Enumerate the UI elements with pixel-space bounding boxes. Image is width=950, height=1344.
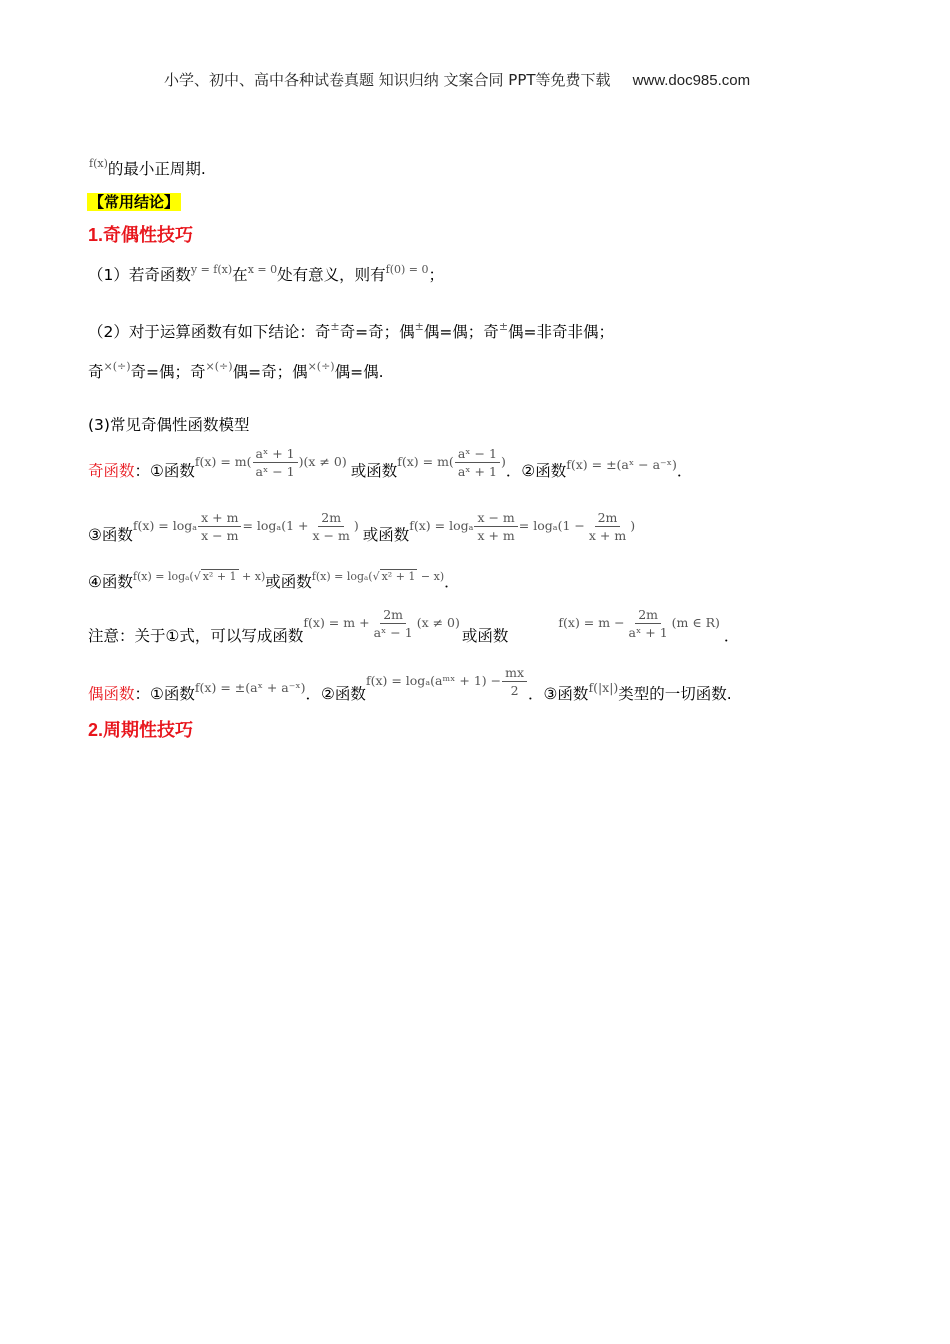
plus-minus-symbol: ± [330, 320, 340, 333]
intro-line [89, 159, 206, 181]
even-formula-3: f(|x|) [588, 679, 619, 695]
section-tag [87, 191, 181, 212]
note-pre: 注意：关于①式，可以写成函数 [88, 626, 304, 645]
odd-or1: 或函数 [350, 461, 398, 480]
even-pre: ：①函数 [134, 684, 195, 703]
odd-line3 [88, 572, 460, 594]
item2-line1 [88, 322, 614, 344]
even-formula-2: f(x) = logₐ(aᵐˣ + 1) − $\frac{mx}{2}$ [366, 664, 528, 699]
item2-text-c: 偶=偶；奇 [423, 323, 499, 341]
odd-f2-post: ．②函数 [505, 461, 567, 480]
plus-minus-symbol: ± [414, 320, 424, 333]
odd-f1-pre: ：①函数 [134, 461, 195, 480]
times-divide-symbol: ×(÷) [205, 360, 233, 373]
odd-formula-1: f(x) = m( $\frac{\text{aˣ + 1}}{\text{aˣ − 1}}$ )(x ≠ 0) [194, 446, 347, 479]
odd-label: 奇函数 [88, 461, 135, 480]
note-line [88, 606, 740, 645]
odd-formula-3: f(x) = ±(aˣ − a⁻ˣ) [566, 456, 677, 472]
odd-line3-pre: ④函数 [88, 573, 133, 591]
even-line [88, 664, 732, 703]
section1-title: 1.奇偶性技巧 [88, 225, 194, 245]
intro-text: 的最小正周期. [107, 160, 206, 178]
odd-formula-4: f(x) = logₐ $\frac{x + m}{x - m}$ = logₐ(1 + $\frac{2m}{x - m}$ ) [132, 510, 359, 543]
tag-label: 【常用结论】 [89, 193, 180, 211]
odd-line1 [88, 446, 693, 488]
item1-formula-2: x = 0 [247, 263, 278, 276]
item2-text-a: （2）对于运算函数有如下结论：奇 [88, 323, 331, 341]
item1-line [88, 265, 444, 287]
times-divide-symbol: ×(÷) [103, 360, 131, 373]
even-mid2: ．③函数 [528, 684, 589, 703]
odd-line2 [88, 509, 635, 544]
odd-or2: 或函数 [362, 525, 410, 544]
odd-f3-post: ． [676, 461, 693, 480]
item2-l2-text-c: 偶=奇；偶 [232, 363, 308, 381]
intro-formula: f(x) [89, 157, 108, 170]
odd-line3-post: ． [444, 573, 460, 591]
header-text: 小学、初中、高中各种试卷真题 知识归纳 文案合同 PPT等免费下载 [164, 71, 611, 89]
times-divide-symbol: ×(÷) [307, 360, 335, 373]
even-post: 类型的一切函数. [618, 684, 732, 703]
item2-l2-text-a: 奇 [88, 363, 104, 381]
item1-text-d: ； [428, 266, 445, 284]
item1-text-a: （1）若奇函数 [88, 266, 191, 284]
plus-minus-symbol: ± [498, 320, 509, 333]
item2-text-b: 奇=奇；偶 [339, 323, 415, 341]
note-formula-2: f(x) = m − $\frac{2m}{\text{aˣ + 1}}$ (m ∈ R) [558, 607, 720, 640]
note-formula-1: f(x) = m + $\frac{2m}{\text{aˣ − 1}}$ (x ≠ 0) [303, 607, 460, 640]
odd-formula-2: f(x) = m( $\frac{\text{aˣ − 1}}{\text{aˣ + 1}}$ ) [397, 446, 506, 479]
odd-line2-pre: ③函数 [88, 525, 133, 544]
item2-l2-text-b: 奇=偶；奇 [130, 363, 206, 381]
even-formula-1: f(x) = ±(aˣ + a⁻ˣ) [194, 679, 306, 695]
odd-formula-5: f(x) = logₐ $\frac{x - m}{x + m}$ = logₐ(1 − $\frac{2m}{x + m}$ ) [409, 510, 636, 543]
item2-text-d: 偶=非奇非偶； [508, 323, 615, 341]
odd-or3: 或函数 [265, 573, 312, 591]
even-label: 偶函数 [88, 684, 135, 703]
odd-formula-7: f(x) = logₐ(√ x² + 1 − x) [311, 570, 445, 583]
section2-title: 2.周期性技巧 [88, 720, 194, 740]
header-url[interactable]: www.doc985.com [632, 72, 751, 89]
item1-text-b: 在 [232, 266, 248, 284]
item3-line: (3)常见奇偶性函数模型 [88, 416, 250, 434]
page-header [164, 69, 750, 90]
odd-formula-6: f(x) = logₐ(√ x² + 1 + x) [132, 570, 266, 583]
even-mid1: ．②函数 [305, 684, 366, 703]
item1-text-c: 处有意义，则有 [277, 266, 386, 284]
item2-l2-text-d: 偶=偶. [334, 363, 384, 381]
item1-formula-3: f(0) = 0 [385, 263, 429, 276]
item2-line2 [88, 362, 384, 384]
note-or: 或函数 [461, 626, 509, 645]
note-post: ． [723, 626, 740, 645]
item1-formula-1: y = f(x) [190, 263, 233, 276]
